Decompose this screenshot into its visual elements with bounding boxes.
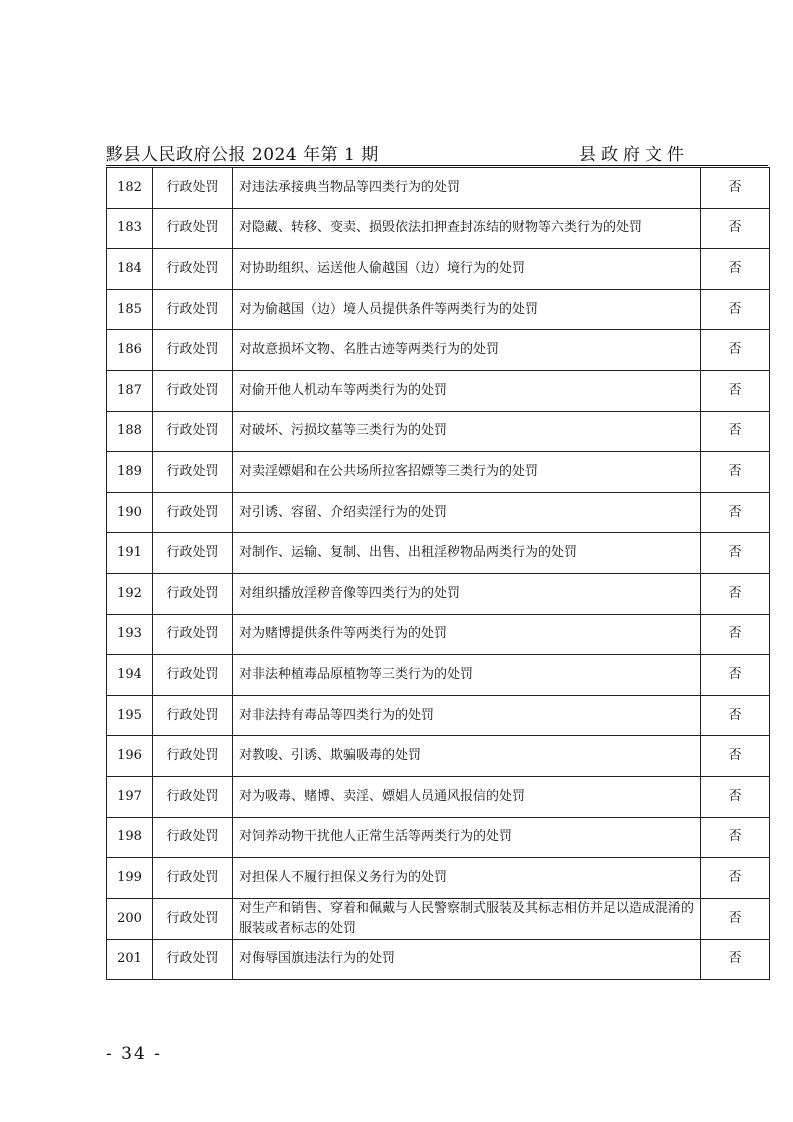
- row-number: 195: [107, 695, 153, 736]
- row-number: 189: [107, 452, 153, 493]
- row-type: 行政处罚: [153, 249, 233, 290]
- row-number: 188: [107, 411, 153, 452]
- row-number: 187: [107, 370, 153, 411]
- row-flag: 否: [701, 411, 770, 452]
- row-number: 191: [107, 533, 153, 574]
- row-type: 行政处罚: [153, 452, 233, 493]
- row-number: 184: [107, 249, 153, 290]
- row-type: 行政处罚: [153, 573, 233, 614]
- row-flag: 否: [701, 573, 770, 614]
- row-number: 196: [107, 736, 153, 777]
- row-type: 行政处罚: [153, 492, 233, 533]
- row-number: 193: [107, 614, 153, 655]
- row-name: 对饲养动物干扰他人正常生活等两类行为的处罚: [233, 817, 701, 858]
- row-flag: 否: [701, 452, 770, 493]
- row-number: 201: [107, 939, 153, 980]
- row-name: 对侮辱国旗违法行为的处罚: [233, 939, 701, 980]
- table-row: [107, 655, 770, 696]
- row-number: 190: [107, 492, 153, 533]
- row-flag: 否: [701, 736, 770, 777]
- row-type: 行政处罚: [153, 533, 233, 574]
- row-number: 186: [107, 330, 153, 371]
- table-row: [107, 370, 770, 411]
- table-row: [107, 736, 770, 777]
- table-row: [107, 573, 770, 614]
- page-number: - 34 -: [106, 1044, 162, 1064]
- table-row: [107, 208, 770, 249]
- row-name: 对为吸毒、赌博、卖淫、嫖娼人员通风报信的处罚: [233, 776, 701, 817]
- section-title: 县政府文件: [579, 145, 689, 165]
- row-number: 197: [107, 776, 153, 817]
- row-flag: 否: [701, 249, 770, 290]
- row-type: 行政处罚: [153, 858, 233, 899]
- table-row: [107, 939, 770, 980]
- row-flag: 否: [701, 939, 770, 980]
- row-name: 对卖淫嫖娼和在公共场所拉客招嫖等三类行为的处罚: [233, 452, 701, 493]
- row-flag: 否: [701, 208, 770, 249]
- table-row: [107, 858, 770, 899]
- row-flag: 否: [701, 695, 770, 736]
- row-name: 对非法种植毒品原植物等三类行为的处罚: [233, 655, 701, 696]
- row-name: 对引诱、容留、介绍卖淫行为的处罚: [233, 492, 701, 533]
- row-name: 对生产和销售、穿着和佩戴与人民警察制式服装及其标志相仿并足以造成混淆的服装或者标志的处罚: [233, 898, 701, 939]
- row-name: 对故意损坏文物、名胜古迹等两类行为的处罚: [233, 330, 701, 371]
- row-name: 对破坏、污损坟墓等三类行为的处罚: [233, 411, 701, 452]
- table-row: [107, 776, 770, 817]
- row-flag: 否: [701, 817, 770, 858]
- table-row: [107, 695, 770, 736]
- row-name: 对教唆、引诱、欺骗吸毒的处罚: [233, 736, 701, 777]
- row-type: 行政处罚: [153, 208, 233, 249]
- table-row: [107, 452, 770, 493]
- row-flag: 否: [701, 330, 770, 371]
- row-type: 行政处罚: [153, 168, 233, 209]
- row-flag: 否: [701, 168, 770, 209]
- row-name: 对偷开他人机动车等两类行为的处罚: [233, 370, 701, 411]
- row-type: 行政处罚: [153, 695, 233, 736]
- row-type: 行政处罚: [153, 776, 233, 817]
- row-flag: 否: [701, 655, 770, 696]
- table-row: [107, 898, 770, 939]
- row-flag: 否: [701, 898, 770, 939]
- power-list-table: [106, 167, 770, 980]
- gazette-title: 黟县人民政府公报 2024 年第 1 期: [106, 145, 379, 165]
- row-flag: 否: [701, 614, 770, 655]
- row-name: 对担保人不履行担保义务行为的处罚: [233, 858, 701, 899]
- row-flag: 否: [701, 289, 770, 330]
- row-type: 行政处罚: [153, 736, 233, 777]
- table-row: [107, 817, 770, 858]
- row-number: 183: [107, 208, 153, 249]
- row-flag: 否: [701, 492, 770, 533]
- row-number: 198: [107, 817, 153, 858]
- row-type: 行政处罚: [153, 614, 233, 655]
- table-row: [107, 492, 770, 533]
- row-type: 行政处罚: [153, 289, 233, 330]
- table-body: [107, 168, 770, 980]
- row-name: 对制作、运输、复制、出售、出租淫秽物品两类行为的处罚: [233, 533, 701, 574]
- table-row: [107, 614, 770, 655]
- table-row: [107, 533, 770, 574]
- row-number: 194: [107, 655, 153, 696]
- row-number: 182: [107, 168, 153, 209]
- row-number: 200: [107, 898, 153, 939]
- row-type: 行政处罚: [153, 411, 233, 452]
- table-row: [107, 330, 770, 371]
- row-name: 对为偷越国（边）境人员提供条件等两类行为的处罚: [233, 289, 701, 330]
- row-number: 192: [107, 573, 153, 614]
- row-type: 行政处罚: [153, 330, 233, 371]
- table-row: [107, 168, 770, 209]
- row-type: 行政处罚: [153, 817, 233, 858]
- row-number: 185: [107, 289, 153, 330]
- row-type: 行政处罚: [153, 898, 233, 939]
- row-name: 对协助组织、运送他人偷越国（边）境行为的处罚: [233, 249, 701, 290]
- row-flag: 否: [701, 858, 770, 899]
- row-type: 行政处罚: [153, 370, 233, 411]
- row-number: 199: [107, 858, 153, 899]
- row-name: 对组织播放淫秽音像等四类行为的处罚: [233, 573, 701, 614]
- row-name: 对违法承接典当物品等四类行为的处罚: [233, 168, 701, 209]
- row-flag: 否: [701, 776, 770, 817]
- row-name: 对非法持有毒品等四类行为的处罚: [233, 695, 701, 736]
- row-name: 对隐藏、转移、变卖、损毁依法扣押查封冻结的财物等六类行为的处罚: [233, 208, 701, 249]
- row-flag: 否: [701, 370, 770, 411]
- header-divider: [106, 165, 768, 166]
- row-type: 行政处罚: [153, 939, 233, 980]
- row-name: 对为赌博提供条件等两类行为的处罚: [233, 614, 701, 655]
- table-row: [107, 411, 770, 452]
- table-row: [107, 289, 770, 330]
- row-type: 行政处罚: [153, 655, 233, 696]
- table-row: [107, 249, 770, 290]
- row-flag: 否: [701, 533, 770, 574]
